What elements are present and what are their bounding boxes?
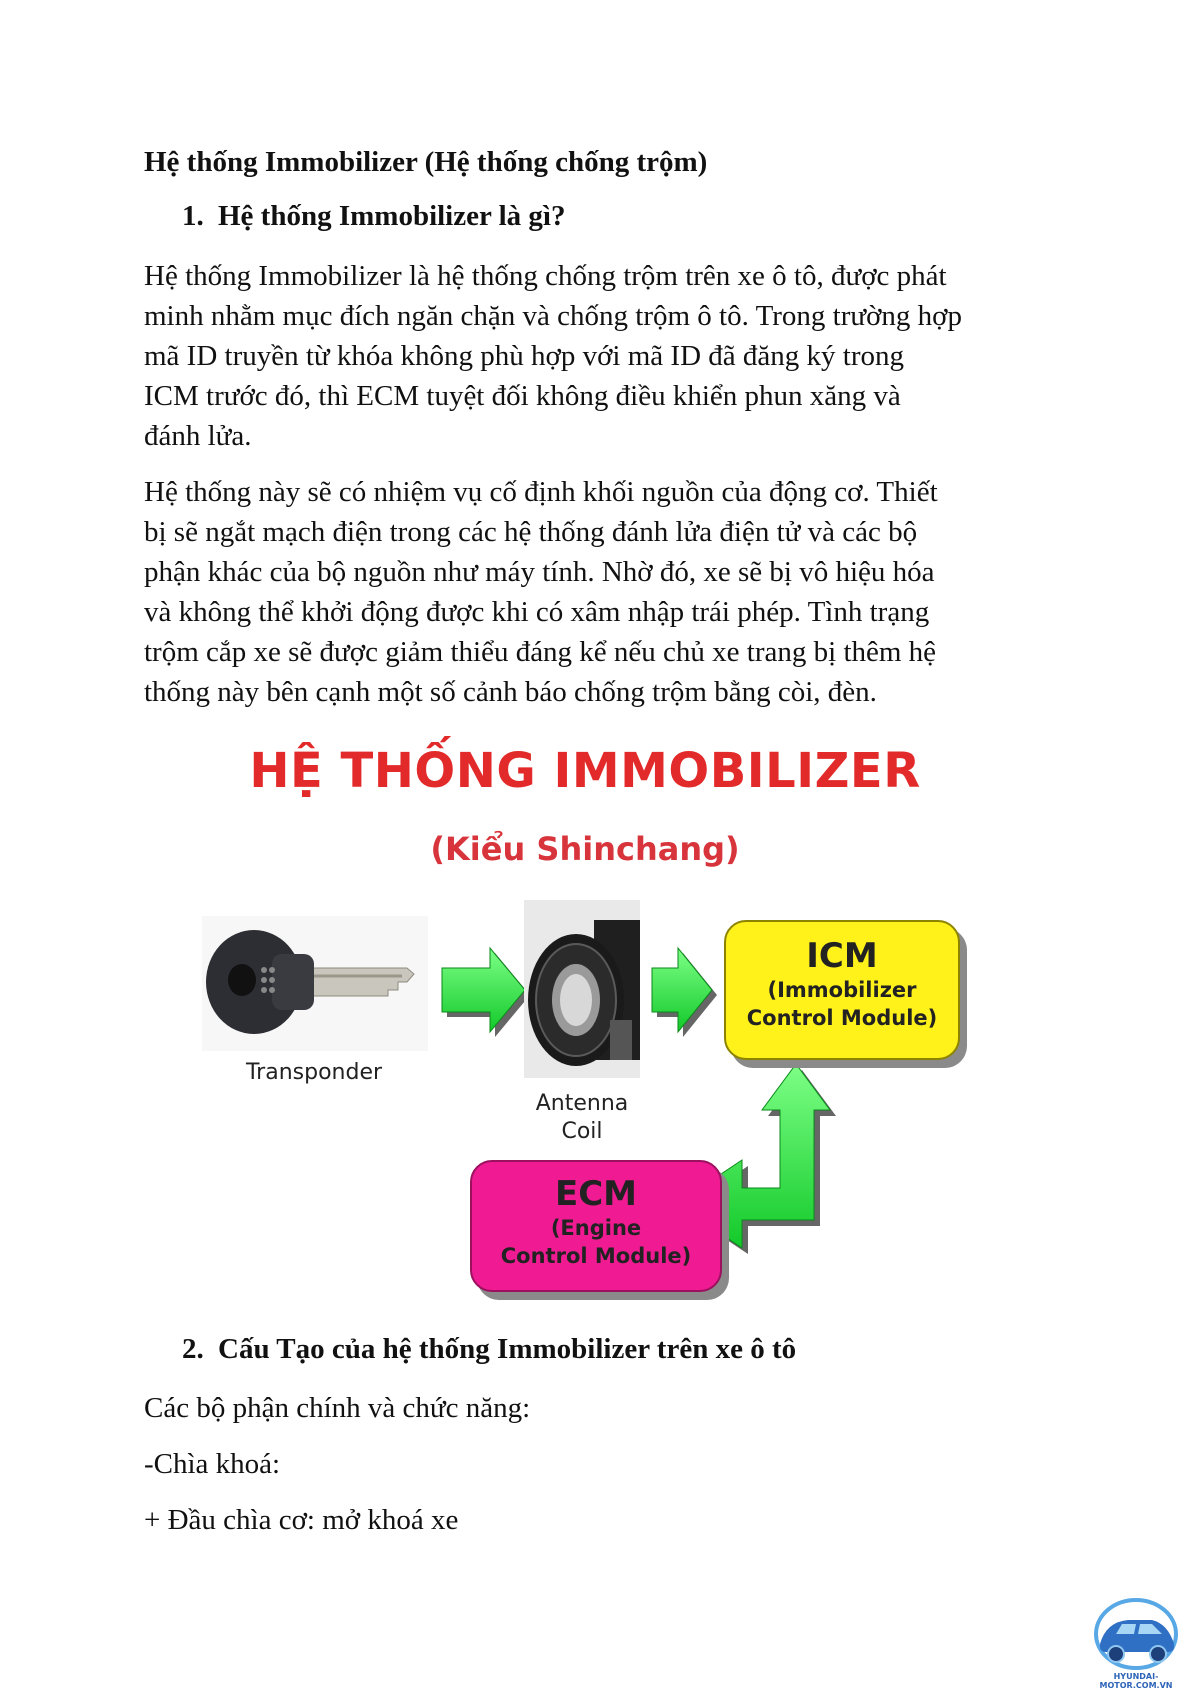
section-1-title: Hệ thống Immobilizer là gì? bbox=[218, 200, 566, 232]
icm-title: ICM bbox=[806, 936, 878, 976]
antenna-coil-label bbox=[494, 1090, 670, 1146]
immobilizer-diagram bbox=[190, 738, 980, 1298]
section-2-number: 2. bbox=[182, 1333, 204, 1365]
section-1-heading bbox=[182, 200, 565, 233]
watermark-text: HYUNDAI-MOTOR.COM.VN bbox=[1099, 1672, 1173, 1690]
ecm-description-line: (Engine bbox=[550, 1216, 642, 1240]
section-2-title: Cấu Tạo của hệ thống Immobilizer trên xe ô tô bbox=[218, 1333, 797, 1365]
ecm-box bbox=[470, 1160, 722, 1292]
paragraph-1-line: Hệ thống Immobilizer là hệ thống chống trộm trên xe ô tô, được phát bbox=[144, 260, 947, 292]
paragraph-2-line: thống này bên cạnh một số cảnh báo chống trộm bằng còi, đèn. bbox=[144, 676, 877, 708]
icm-box bbox=[724, 920, 960, 1060]
icm-description-line: (Immobilizer bbox=[767, 978, 917, 1002]
antenna-coil-image bbox=[524, 900, 640, 1078]
icm-description-line: Control Module) bbox=[746, 1006, 938, 1030]
ecm-title: ECM bbox=[554, 1174, 637, 1214]
arrow-transponder-to-coil-icon bbox=[442, 948, 530, 1037]
transponder-label: Transponder bbox=[245, 1060, 383, 1085]
paragraph-2-line: phận khác của bộ nguồn như máy tính. Nhờ đó, xe sẽ bị vô hiệu hóa bbox=[144, 556, 935, 588]
list-item-key: -Chìa khoá: bbox=[144, 1448, 281, 1480]
transponder-key-image bbox=[202, 916, 428, 1051]
diagram-title: HỆ THỐNG IMMOBILIZER bbox=[249, 743, 921, 799]
paragraph-2-line: bị sẽ ngắt mạch điện trong các hệ thống đánh lửa điện tử và các bộ bbox=[144, 516, 918, 548]
paragraph-1-line: mã ID truyền từ khóa không phù hợp với mã ID đã đăng ký trong bbox=[144, 340, 904, 372]
paragraph-1-line: đánh lửa. bbox=[144, 420, 252, 452]
diagram-subtitle: (Kiểu Shinchang) bbox=[430, 830, 740, 868]
car-logo-icon bbox=[1086, 1588, 1186, 1684]
arrow-coil-to-icm-icon bbox=[652, 948, 717, 1037]
antenna-label-line: Coil bbox=[561, 1119, 603, 1144]
paragraph-2-line: trộm cắp xe sẽ được giảm thiểu đáng kể nếu chủ xe trang bị thêm hệ bbox=[144, 636, 937, 668]
section-2-heading bbox=[182, 1333, 796, 1366]
paragraph-1-line: minh nhằm mục đích ngăn chặn và chống trộm ô tô. Trong trường hợp bbox=[144, 300, 963, 332]
section-2-intro: Các bộ phận chính và chức năng: bbox=[144, 1392, 531, 1424]
paragraph-2-line: Hệ thống này sẽ có nhiệm vụ cố định khối nguồn của động cơ. Thiết bbox=[144, 476, 938, 508]
paragraph-1 bbox=[144, 256, 1064, 456]
section-1-number: 1. bbox=[182, 200, 204, 232]
ecm-description-line: Control Module) bbox=[500, 1244, 692, 1268]
paragraph-1-line: ICM trước đó, thì ECM tuyệt đối không điều khiển phun xăng và bbox=[144, 380, 901, 412]
document-title: Hệ thống Immobilizer (Hệ thống chống trộm) bbox=[144, 146, 708, 178]
antenna-label-line: Antenna bbox=[535, 1091, 629, 1116]
paragraph-2-line: và không thể khởi động được khi có xâm nhập trái phép. Tình trạng bbox=[144, 596, 930, 628]
paragraph-2 bbox=[144, 472, 1064, 712]
list-item-key-blade: + Đầu chìa cơ: mở khoá xe bbox=[144, 1504, 459, 1536]
